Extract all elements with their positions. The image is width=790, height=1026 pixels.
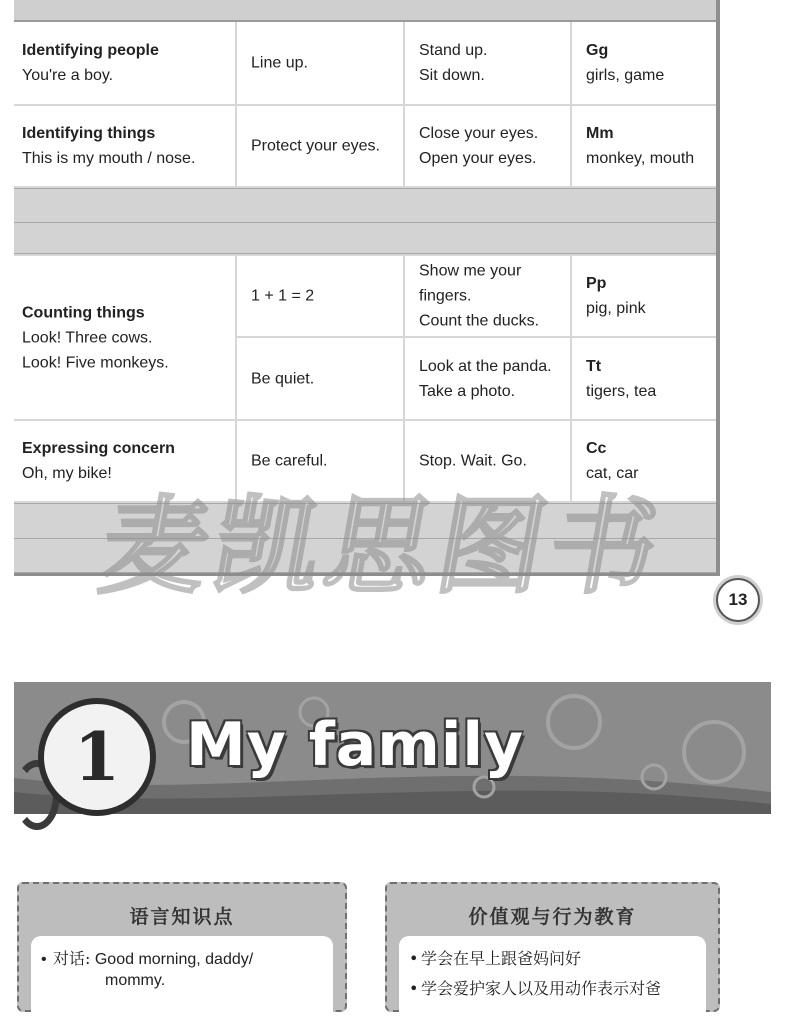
action-line: Count the ducks. xyxy=(419,312,540,330)
phonics-words: cat, car xyxy=(586,465,639,482)
box-body xyxy=(399,936,706,1026)
table-separator-band xyxy=(14,188,716,224)
phonics-words: tigers, tea xyxy=(586,382,657,400)
table-separator-band xyxy=(14,538,716,573)
function-title: Counting things xyxy=(22,304,145,321)
item-text: mommy. xyxy=(105,972,166,989)
function-example: You're a boy. xyxy=(22,67,114,84)
phonics-letter: Tt xyxy=(586,357,602,375)
function-title: Identifying things xyxy=(22,125,156,142)
function-title: Expressing concern xyxy=(22,440,175,457)
bullet-dot-icon: • xyxy=(409,949,419,968)
phonics-letter: Cc xyxy=(586,440,607,457)
page-number: 13 xyxy=(716,578,760,622)
bullet-dot-icon: • xyxy=(409,979,419,998)
table-separator-band xyxy=(14,222,716,254)
curriculum-table xyxy=(14,0,716,572)
sentence-text: Protect your eyes. xyxy=(251,137,380,155)
table-cell-sentence xyxy=(237,256,403,336)
action-line: Stand up. xyxy=(419,42,488,59)
item-text: 学会爱护家人以及用动作表示对爸 xyxy=(421,979,662,998)
action-line: Sit down. xyxy=(419,67,485,84)
function-example: Look! Five monkeys. xyxy=(22,354,169,371)
item-text: Good morning, daddy/ xyxy=(94,951,254,968)
table-cell-letter xyxy=(572,421,716,501)
table-cell-function xyxy=(14,256,235,419)
action-line: Look at the panda. xyxy=(419,357,552,375)
table-cell-sentence xyxy=(237,106,403,186)
list-item xyxy=(41,948,327,971)
table-cell-action xyxy=(405,256,570,336)
table-cell-letter xyxy=(572,106,716,186)
table-cell-letter xyxy=(572,256,716,336)
table-cell-function xyxy=(14,22,235,104)
sentence-text: Be careful. xyxy=(251,452,328,470)
function-title: Identifying people xyxy=(22,42,159,59)
action-line: Close your eyes. xyxy=(419,125,539,142)
table-cell-sentence xyxy=(237,22,403,104)
phonics-words: monkey, mouth xyxy=(586,150,695,167)
action-line: Open your eyes. xyxy=(419,150,537,167)
table-separator-band xyxy=(14,503,716,539)
table-cell-action xyxy=(405,338,570,419)
action-line: Show me your xyxy=(419,262,522,280)
table-cell-sentence xyxy=(237,421,403,501)
action-line: Take a photo. xyxy=(419,382,516,400)
function-example: This is my mouth / nose. xyxy=(22,150,196,167)
item-text: 学会在早上跟爸妈问好 xyxy=(421,949,582,968)
box-heading: 价值观与行为教育 xyxy=(468,906,637,928)
table-cell-action xyxy=(405,22,570,104)
table-cell-letter xyxy=(572,338,716,419)
action-line: fingers. xyxy=(419,287,472,305)
unit-title: My family xyxy=(186,710,525,780)
table-shadow-right xyxy=(716,0,720,576)
table-cell-action xyxy=(405,106,570,186)
sentence-text: Be quiet. xyxy=(251,370,315,387)
table-top-strip xyxy=(14,0,716,22)
unit-number: 1 xyxy=(74,718,120,796)
action-line: Stop. Wait. Go. xyxy=(419,452,527,470)
unit-number-badge xyxy=(38,698,156,816)
table-cell-sentence xyxy=(237,338,403,419)
phonics-words: girls, game xyxy=(586,67,665,84)
table-cell-function xyxy=(14,106,235,186)
language-points-box xyxy=(17,882,347,1012)
sentence-text: 1 + 1 = 2 xyxy=(251,287,315,305)
function-example: Oh, my bike! xyxy=(22,465,112,482)
item-label: 对话: xyxy=(53,949,91,968)
box-heading: 语言知识点 xyxy=(129,906,235,928)
table-cell-function xyxy=(14,421,235,501)
sentence-text: Line up. xyxy=(251,54,308,72)
box-body xyxy=(31,936,333,1026)
phonics-letter: Mm xyxy=(586,125,614,142)
values-education-box xyxy=(385,882,720,1012)
function-example: Look! Three cows. xyxy=(22,329,153,346)
phonics-letter: Pp xyxy=(586,275,607,292)
table-cell-letter xyxy=(572,22,716,104)
bullet-dot-icon: • xyxy=(41,951,47,968)
table-cell-action xyxy=(405,421,570,501)
phonics-words: pig, pink xyxy=(586,300,646,317)
list-item xyxy=(409,948,700,970)
list-item-continuation xyxy=(105,970,327,992)
phonics-letter: Gg xyxy=(586,42,609,59)
